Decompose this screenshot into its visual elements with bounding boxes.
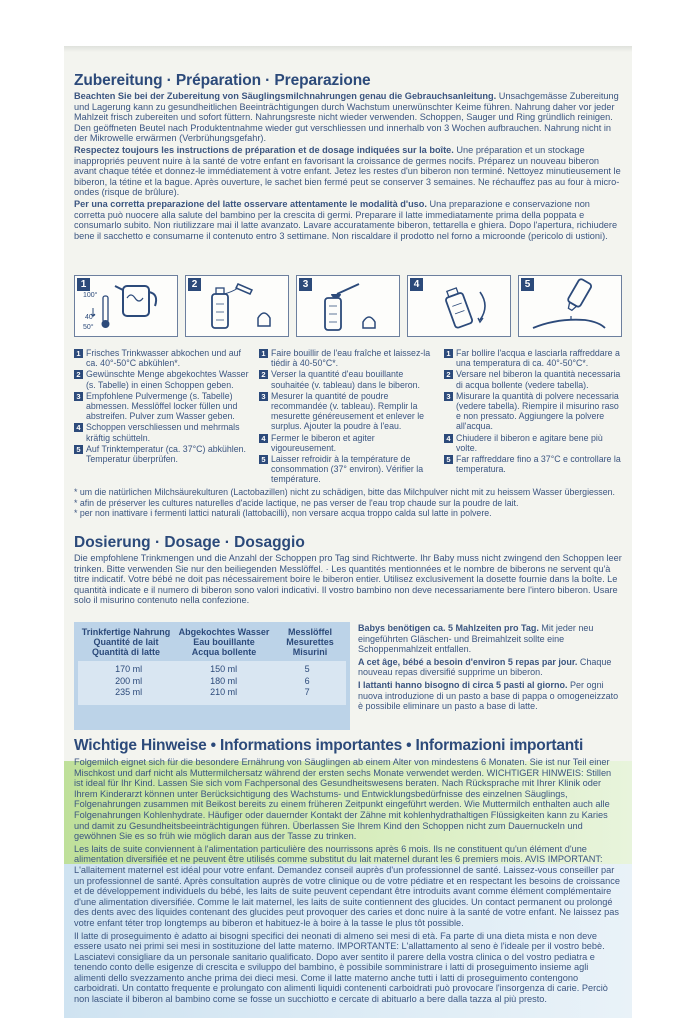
- header-scoops: Messlöffel Mesurettes Misurini: [286, 627, 334, 657]
- dosage-text: Die empfohlene Trinkmengen und die Anzahl der Schoppen pro Tag sind Richtwerte. Ihr Baby muss nicht zwingend den Schoppen leer trinken. Bitte verwenden Sie nur den beiliegenden Messlöffel. · Les quantités mentionnées et le nombre de biberons ne servent qu'à titre indicatif. Votre bébé ne doit pas nécessairement boire le biberon entier. Utilisez exclusivement la dosette fournie dans la boîte. Le quantità indicate e il numero di biberon sono valori indicativi. Il vostro bambino non deve necessariamente bere l'intero biberon. Usare solo il misurino contenuto nella confezione.: [74, 553, 622, 606]
- table-row: 200 ml 180 ml 6: [115, 675, 310, 686]
- important-notes-it: Il latte di proseguimento è adatto ai bisogni specifici dei neonati di almeno sei mesi di età. Fa parte di una dieta mista e non deve essere usato nei primi sei mesi in sostituzione del latte materno. IMPORTANTE: L'allattamento al seno è l'ideale per il vostro bebè. Lasciatevi consigliare da un personale sanitario qualificato. Dopo aver sentito il parere della vostra clinica o del vostro pediatra e tenendo conto delle esigenze di crescita e sviluppo del bambino, è possibile somministrare i latti di proseguimento insieme agli alimenti dello svezzamento anche prima dei dieci mesi. Come il latte materno anche tutti i latti di proseguimento contengono carboidrati. Un contatto frequente e prolungato con alimenti liquidi contenenti carboidrati può provocare l'insorgenza di carie. Perciò non lasciate il biberon al bambino come se fosse un succhiotto e cercate di abituarlo a bere dalla tazza al più presto.: [74, 930, 608, 1005]
- preparation-step-illustrations: [74, 275, 622, 341]
- instructions-fr: [259, 348, 437, 486]
- step-number: 2: [188, 278, 201, 291]
- instruction-step: 3 Misurare la quantità di polvere necessaria (vedere tabella). Riempire il misurino raso e non pressato. Aggiungere la polvere all'acqua.: [444, 391, 622, 432]
- instructions-it: [444, 348, 622, 486]
- step-4-illustration: [407, 275, 511, 337]
- preparation-it: Per una corretta preparazione del latte osservare attentamente le modalità d'uso. Una preparazione e conservazione non corretta può nuocere alla salute del bambino per la crescita di germi. Preparare il latte immediatamente prima della poppata e consumarlo subito. Non riutilizzare mai il latte avanzato. Lavare accuratamente biberon, tettarella e ghiera. Dopo l'apertura, richiudere bene il sacchetto e consumarne il contenuto entro 3 settimane. Non riscaldare il prodotto nel forno a microonde (pericolo di ustioni).: [74, 198, 618, 241]
- instruction-step: 3 Empfohlene Pulvermenge (s. Tabelle) abmessen. Messlöffel locker füllen und abstreifen. Pulver zum Wasser geben.: [74, 391, 252, 422]
- important-notes-section: [74, 737, 622, 1005]
- instruction-columns: [74, 348, 622, 486]
- footnote-it: * per non inattivare i fermenti lattici naturali (lattobacilli), non versare acqua troppo calda sul latte in polvere.: [74, 508, 492, 519]
- step-number: 5: [521, 278, 534, 291]
- meals-fr: A cet âge, bébé a besoin d'environ 5 repas par jour. Chaque nouveau repas diversifié supprime un biberon.: [358, 656, 612, 678]
- preparation-de: Beachten Sie bei der Zubereitung von Säuglingsmilchnahrungen genau die Gebrauchsanleitung. Unsachgemässe Zubereitung und Lagerung kann zu gesundheitlichen Beeinträchtigungen durch Wachstum unerwünschter Keime führen. Nahrung daher vor jeder Mahlzeit frisch zubereiten und sofort füttern. Nahrungsreste nicht wieder verwenden. Schoppen, Sauger und Ring gründlich reinigen. Den geöffneten Beutel nach Produktentnahme wieder gut verschliessen und innerhalb von 3 Wochen aufbrauchen. Nahrung nicht in der Mikrowelle erwärmen (Verbrühungsgefahr).: [74, 91, 619, 144]
- instruction-step: 5 Auf Trinktemperatur (ca. 37°C) abkühlen. Temperatur überprüfen.: [74, 444, 252, 464]
- important-notes-fr: Les laits de suite conviennent à l'alimentation particulière des nourrissons après 6 mois. Ils ne constituent qu'un élément d'une alimentation diversifiée et ne peuvent être utilisés comme substitut du lait maternel durant les 6 premiers mois. AVIS IMPORTANT: L'allaitement maternel est idéal pour votre enfant. Demandez conseil auprès d'un professionnel de santé. Laissez-vous conseiller par un professionnel de santé. Après consultation auprès de votre clinique ou de votre pédiatre et en respectant les besoins de croissance et de développement individuels du bébé, les laits de suite peuvent cependant être introduits avant comme élément complémentaire d'une alimentation diversifiée. Comme le lait maternel, les laits de suite contiennent des glucides. Un contact permanent ou prolongé des dents avec des liquides contenant des glucides peut provoquer des caries et donc nuire à la santé de votre enfant. Ne laissez pas votre enfant téter trop longtemps au biberon et habituez-le à boire à la tasse le plus tôt possible.: [74, 843, 620, 928]
- important-notes-de: Folgemilch eignet sich für die besondere Ernährung von Säuglingen ab einem Alter von mindestens 6 Monaten. Sie ist nur Teil einer Mischkost und darf nicht als Muttermilchersatz während der ersten sechs Monate verwendet werden. WICHTIGER HINWEIS: Stillen ist ideal für Ihr Kind. Lassen Sie sich vom Fachpersonal des Gesundheitswesens beraten. Nach Rücksprache mit Ihrer Klinik oder Ihrem Kinderarzt können unter Berücksichtigung des Wachstums- und Entwicklungsbedürfnisse des einzelnen Säuglings, Folgenahrungen zusammen mit Beikost bereits zu einem früheren Zeitpunkt eingeführt werden. Wie Muttermilch enthalten auch alle Folgenahrungen Kohlenhydrate. Häufiger oder dauernder Kontakt der Zähne mit kohlenhydrathaltigen Flüssigkeiten kann zu Karies und damit zu Gesundheitsbeeinträchtigungen führen. Überlassen Sie Ihrem Kind den Schoppen nicht zum Dauernuckeln und gewöhnen Sie es so früh wie möglich daran aus der Tasse zu trinken.: [74, 757, 612, 842]
- instruction-step: 3 Mesurer la quantité de poudre recommandée (v. tableau). Remplir la mesurette généreusement et enlever le surplus. Ajouter la poudre à l'eau.: [259, 391, 437, 432]
- preparation-section: [74, 72, 622, 241]
- panel-top-fold: [64, 46, 632, 52]
- step-number: 4: [410, 278, 423, 291]
- meals-it: I lattanti hanno bisogno di circa 5 pasti al giorno. Per ogni nuova introduzione di un pasto a base di pappa o omogeneizzato è possibile eliminare un pasto a base di latte.: [358, 679, 619, 712]
- instruction-step: 5 Laisser refroidir à la température de consommation (37° environ). Vérifier la température.: [259, 454, 437, 485]
- step-3-illustration: [296, 275, 400, 337]
- step-1-illustration: [74, 275, 178, 337]
- instruction-step: 5 Far raffreddare fino a 37°C e controllare la temperatura.: [444, 454, 622, 474]
- instruction-step: 4 Schoppen verschliessen und mehrmals kräftig schütteln.: [74, 422, 252, 442]
- instruction-step: 4 Chiudere il biberon e agitare bene più volte.: [444, 433, 622, 453]
- kettle-label-100: 100°: [83, 292, 98, 299]
- meals-per-day-text: [358, 623, 622, 714]
- instruction-step: 2 Versare nel biberon la quantità necessaria di acqua bollente (vedere tabella).: [444, 369, 622, 389]
- footnote-de: * um die natürlichen Milchsäurekulturen (Lactobazillen) nicht zu schädigen, bitte das Milchpulver nicht mit zu heissem Wasser übergiessen.: [74, 487, 615, 497]
- step-number: 1: [77, 278, 90, 291]
- instruction-step: 4 Fermer le biberon et agiter vigoureusement.: [259, 433, 437, 453]
- dosage-title: Dosierung · Dosage · Dosaggio: [74, 534, 305, 551]
- instructions-de: [74, 348, 252, 486]
- header-boiled-water: Abgekochtes Wasser Eau bouillante Acqua bollente: [178, 627, 270, 657]
- test-temperature-wrist-icon: [519, 276, 623, 338]
- add-powder-icon: [297, 276, 401, 338]
- important-notes-title: Wichtige Hinweise • Informations importantes • Informazioni importanti: [74, 737, 584, 754]
- step-2-illustration: [185, 275, 289, 337]
- preparation-fr: Respectez toujours les instructions de préparation et de dosage indiquées sur la boîte. Une préparation et un stockage inappropriés peuvent nuire à la santé de votre enfant en favorisant la croissance de germes nocifs. Préparez un nouveau biberon avant chaque tétée et donnez-le immédiatement à votre enfant. Jetez les restes d'un biberon non terminé. Nettoyez minutieusement le biberon, la tétine et la bague. Après ouverture, le sachet bien fermé peut se conserver 3 semaines. Ne réchauffez pas au four à micro-ondes (risque de brûlure).: [74, 144, 621, 198]
- instruction-step: 2 Verser la quantité d'eau bouillante souhaitée (v. tableau) dans le biberon.: [259, 369, 437, 389]
- meals-de: Babys benötigen ca. 5 Mahlzeiten pro Tag. Mit jeder neu eingeführten Gläschen- und Breimahlzeit sollte eine Schoppenmahlzeit entfallen.: [358, 623, 594, 655]
- dosage-table-body: [78, 661, 346, 705]
- package-panel: [64, 46, 632, 1018]
- instruction-step: 1 Far bollire l'acqua e lasciarla raffreddare a una temperatura di ca. 40°-50°C*.: [444, 348, 622, 368]
- preparation-title: Zubereitung · Préparation · Preparazione: [74, 72, 371, 89]
- table-row: 235 ml 210 ml 7: [115, 687, 310, 697]
- header-prepared-milk: Trinkfertige Nahrung Quantité de lait Quantità di latte: [81, 627, 171, 657]
- instruction-step: 1 Frisches Trinkwasser abkochen und auf ca. 40°-50°C abkühlen*.: [74, 348, 252, 368]
- instruction-step: 1 Faire bouillir de l'eau fraîche et laissez-la tiédir à 40-50°C*.: [259, 348, 437, 368]
- step-number: 3: [299, 278, 312, 291]
- dosage-table: [74, 622, 350, 730]
- pour-water-icon: [186, 276, 290, 338]
- table-row: 170 ml 150 ml 5: [115, 664, 310, 674]
- footnotes: [74, 487, 622, 519]
- shake-bottle-icon: [408, 276, 512, 338]
- dosage-section: [74, 534, 622, 606]
- instruction-step: 2 Gewünschte Menge abgekochtes Wasser (s. Tabelle) in einen Schoppen geben.: [74, 369, 252, 389]
- step-5-illustration: [518, 275, 622, 337]
- kettle-label-40: 40°: [85, 314, 96, 321]
- footnote-fr: * afin de préserver les cultures naturelles d'acide lactique, ne pas verser de l'eau trop chaude sur la poudre de lait.: [74, 497, 519, 508]
- dosage-table-header: [74, 622, 350, 657]
- kettle-label-50: 50°: [83, 324, 94, 331]
